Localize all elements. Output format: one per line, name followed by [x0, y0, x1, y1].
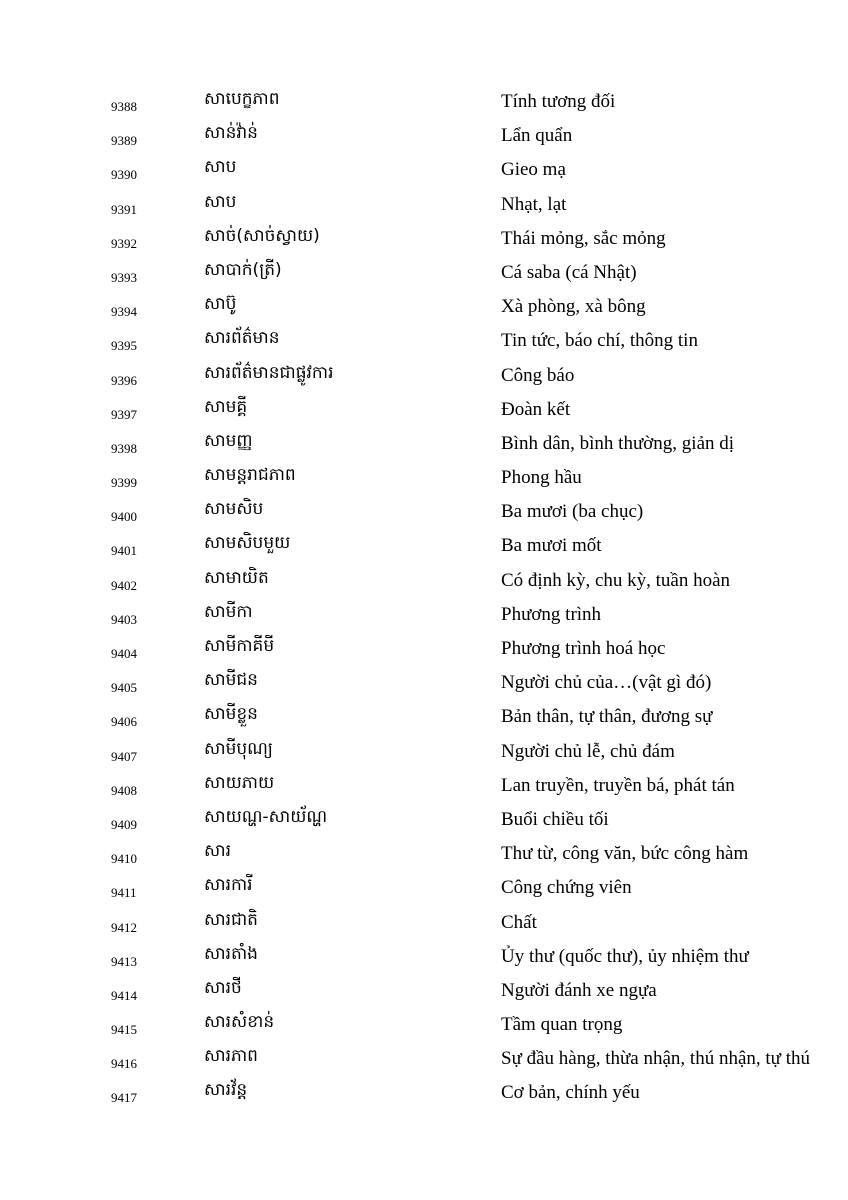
entry-row — [0, 736, 848, 770]
khmer-term: សាបេក្ខភាព — [204, 89, 280, 109]
entry-row — [0, 223, 848, 257]
khmer-term: សារភាព — [204, 1046, 258, 1067]
entry-row — [0, 1009, 848, 1043]
entry-row — [0, 189, 848, 223]
entry-number: 9411 — [111, 885, 137, 901]
entry-number: 9399 — [111, 475, 137, 491]
khmer-term: សារព័ត៌មានជាផ្លូវការ — [204, 362, 334, 383]
entry-row — [0, 565, 848, 599]
entry-number: 9405 — [111, 680, 137, 696]
entry-row — [0, 599, 848, 633]
entry-row — [0, 120, 848, 154]
vietnamese-translation: Công báo — [501, 364, 575, 386]
vietnamese-translation: Cá saba (cá Nhật) — [501, 261, 637, 283]
entry-row — [0, 325, 848, 359]
khmer-term: សាបាក់(ត្រី) — [204, 259, 282, 280]
vietnamese-translation: Buổi chiều tối — [501, 808, 609, 830]
vietnamese-translation: Chất — [501, 911, 537, 933]
vietnamese-translation: Gieo mạ — [501, 159, 566, 181]
entry-number: 9392 — [111, 235, 137, 251]
entry-row — [0, 462, 848, 496]
entry-row — [0, 496, 848, 530]
khmer-term: សាមញ្ញ — [204, 430, 253, 451]
vietnamese-translation: Công chứng viên — [501, 877, 632, 899]
entry-number: 9388 — [111, 99, 137, 114]
entry-row — [0, 838, 848, 872]
khmer-term: សាមសិបមួយ — [204, 533, 291, 554]
entry-list — [0, 86, 848, 1112]
vietnamese-translation: Sự đầu hàng, thừa nhận, thú nhận, tự thú — [501, 1048, 810, 1070]
entry-row — [0, 394, 848, 428]
khmer-term: សារសំខាន់ — [204, 1012, 275, 1033]
khmer-term: សាមីជន — [204, 670, 258, 691]
khmer-term: សាប៊ូ — [204, 294, 237, 315]
entry-row — [0, 530, 848, 564]
entry-number: 9401 — [111, 543, 137, 559]
entry-row — [0, 633, 848, 667]
entry-row — [0, 667, 848, 701]
entry-number: 9391 — [111, 201, 137, 217]
vietnamese-translation: Phương trình hoá học — [501, 638, 666, 659]
entry-number: 9396 — [111, 372, 137, 388]
vietnamese-translation: Xà phòng, xà bông — [501, 296, 646, 318]
entry-number: 9390 — [111, 167, 137, 183]
entry-number: 9393 — [111, 269, 137, 285]
entry-row — [0, 428, 848, 462]
vietnamese-translation: Phong hầu — [501, 467, 582, 489]
khmer-term: សាមីកា — [204, 601, 253, 622]
khmer-term: សាមីបុណ្យ — [204, 738, 273, 759]
entry-number: 9403 — [111, 611, 137, 627]
entry-row — [0, 154, 848, 188]
vietnamese-translation: Có định kỳ, chu kỳ, tuần hoàn — [501, 569, 731, 591]
entry-number: 9414 — [111, 987, 137, 1003]
entry-row — [0, 291, 848, 325]
entry-number: 9394 — [111, 304, 137, 320]
vietnamese-translation: Tầm quan trọng — [501, 1014, 623, 1036]
khmer-term: សារជាតិ — [204, 909, 258, 930]
vietnamese-translation: Người chủ của…(vật gì đó) — [501, 672, 712, 694]
khmer-term: សាមន្តរាជភាព — [204, 465, 296, 486]
vietnamese-translation: Bình dân, bình thường, giản dị — [501, 432, 735, 454]
vietnamese-translation: Cơ bản, chính yếu — [501, 1082, 640, 1104]
entry-row — [0, 907, 848, 941]
entry-number: 9397 — [111, 406, 137, 422]
entry-number: 9404 — [111, 646, 137, 661]
entry-number: 9398 — [111, 440, 137, 456]
entry-row — [0, 1077, 848, 1111]
vietnamese-translation: Đoàn kết — [501, 398, 571, 420]
entry-row — [0, 872, 848, 906]
khmer-term: សារថី — [204, 977, 242, 998]
vietnamese-translation: Nhạt, lạt — [501, 193, 567, 215]
khmer-term: សារព័ត៌មាន — [204, 328, 280, 349]
entry-number: 9415 — [111, 1022, 137, 1038]
entry-row — [0, 257, 848, 291]
khmer-term: សាយភាយ — [204, 772, 275, 793]
entry-number: 9416 — [111, 1056, 137, 1072]
vietnamese-translation: Tin tức, báo chí, thông tin — [501, 330, 698, 352]
entry-row — [0, 360, 848, 394]
entry-number: 9402 — [111, 577, 137, 593]
khmer-term: សាមសិប — [204, 499, 264, 520]
vietnamese-translation: Ba mươi mốt — [501, 535, 602, 557]
khmer-term: សាប — [204, 157, 237, 178]
entry-number: 9400 — [111, 509, 137, 525]
entry-number: 9410 — [111, 851, 137, 867]
vietnamese-translation: Người đánh xe ngựa — [501, 979, 657, 1001]
khmer-term: សាមីខ្លួន — [204, 704, 258, 725]
entry-number: 9407 — [111, 748, 137, 764]
entry-row — [0, 86, 848, 120]
entry-number: 9395 — [111, 338, 137, 354]
khmer-term: សារវ័ន្ត — [204, 1080, 248, 1101]
khmer-term: សាប — [204, 191, 237, 212]
khmer-term: សារការី — [204, 875, 253, 896]
entry-number: 9417 — [111, 1090, 137, 1106]
khmer-term: សាច់(សាច់ស្វាយ) — [204, 225, 320, 246]
entry-row — [0, 941, 848, 975]
entry-row — [0, 804, 848, 838]
vietnamese-translation: Phương trình — [501, 603, 602, 625]
khmer-term: សាន់វ៉ាន់ — [204, 123, 258, 144]
vietnamese-translation: Bản thân, tự thân, đương sự — [501, 706, 713, 728]
entry-number: 9389 — [111, 133, 137, 149]
entry-row — [0, 701, 848, 735]
vietnamese-translation: Tính tương đối — [501, 91, 616, 112]
entry-number: 9412 — [111, 919, 137, 935]
vietnamese-translation: Ủy thư (quốc thư), ủy nhiệm thư — [501, 945, 749, 967]
vietnamese-translation: Thái mỏng, sắc mỏng — [501, 227, 666, 249]
khmer-term: សាមាយិត — [204, 567, 269, 588]
khmer-term: សាមគ្គី — [204, 396, 248, 417]
vietnamese-translation: Người chủ lễ, chủ đám — [501, 740, 675, 762]
entry-row — [0, 1043, 848, 1077]
vietnamese-translation: Lẩn quẩn — [501, 125, 573, 147]
vietnamese-translation: Thư từ, công văn, bức công hàm — [501, 843, 749, 865]
entry-number: 9406 — [111, 714, 137, 730]
khmer-term: សាយណ្ហ-សាយ័ណ្ហ — [204, 806, 328, 827]
entry-row — [0, 770, 848, 804]
khmer-term: សាមីកាគីមី — [204, 636, 275, 656]
vietnamese-translation: Lan truyền, truyền bá, phát tán — [501, 774, 735, 796]
entry-row — [0, 975, 848, 1009]
entry-number: 9413 — [111, 953, 137, 969]
entry-number: 9409 — [111, 816, 137, 832]
khmer-term: សារ — [204, 841, 231, 862]
entry-number: 9408 — [111, 782, 137, 798]
khmer-term: សារតាំង — [204, 943, 258, 964]
vietnamese-translation: Ba mươi (ba chục) — [501, 501, 644, 523]
